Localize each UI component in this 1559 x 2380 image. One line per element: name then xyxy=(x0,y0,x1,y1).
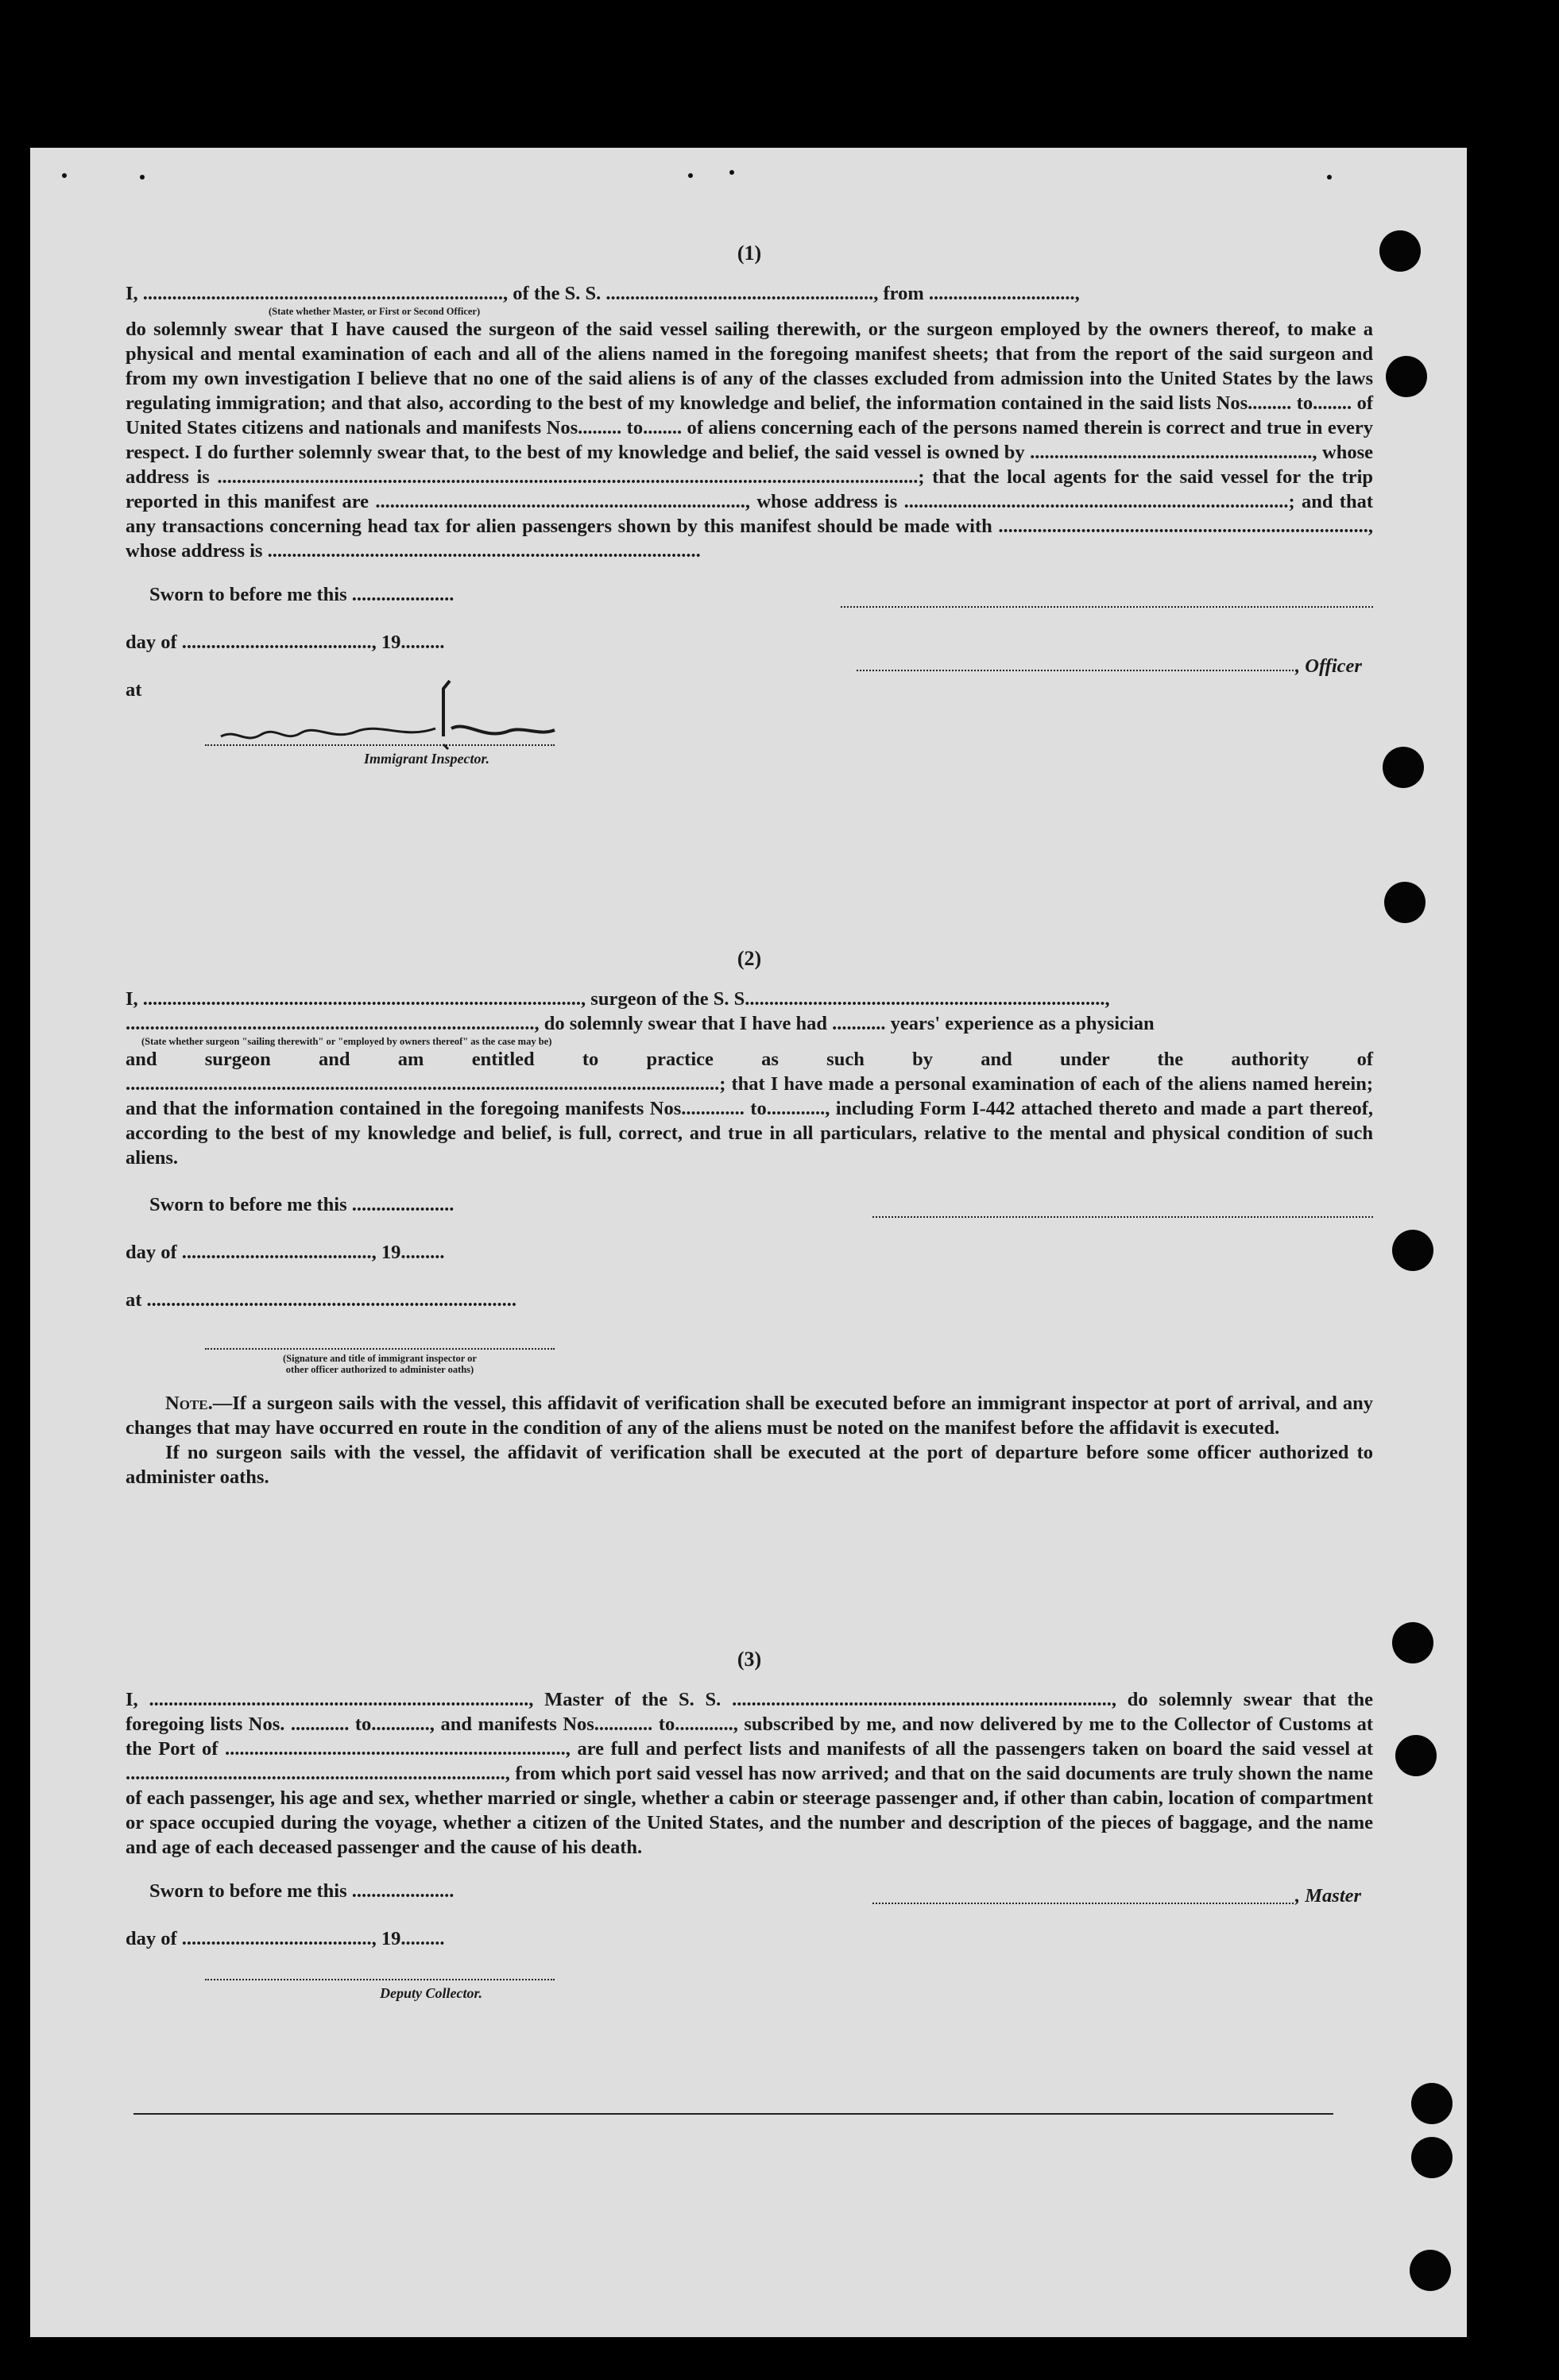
note-paragraph-2: If no surgeon sails with the vessel, the affidavit of verification shall be executed at the port of departure before some officer authorized to administer oaths. xyxy=(126,1442,1373,1488)
section-heading: (1) xyxy=(737,241,762,265)
surgeon-name-line: I, .........................................................................................., surgeon of the S. S.........................................................................., xyxy=(126,988,1110,1010)
officer-signature-line xyxy=(857,670,1294,671)
binder-hole xyxy=(1386,356,1427,397)
signature-caption: (Signature and title of immigrant inspector or other officer authorized to administer oaths) xyxy=(283,1353,477,1375)
binder-hole xyxy=(1395,1735,1437,1776)
form-page xyxy=(30,148,1467,2337)
master-signature-line xyxy=(872,1903,1294,1904)
signature-line xyxy=(872,1216,1373,1218)
binder-hole xyxy=(1379,230,1421,272)
inspector-caption: Immigrant Inspector. xyxy=(364,751,490,767)
signature-line xyxy=(841,606,1373,608)
day-line: day of ......................................., 19......... xyxy=(126,1242,445,1263)
section-2-surgeon-oath xyxy=(126,947,1373,1489)
section-heading: (2) xyxy=(737,947,762,970)
day-line: day of ......................................., 19......... xyxy=(126,632,445,653)
binder-hole xyxy=(1392,1230,1433,1271)
binder-hole xyxy=(1392,1622,1433,1663)
binder-hole xyxy=(1411,2137,1453,2178)
field-caption: (State whether Master, or First or Second Officer) xyxy=(269,306,481,317)
binder-hole xyxy=(1410,2250,1451,2291)
sworn-line: Sworn to before me this ..................... xyxy=(149,1880,455,1902)
oath-text: and surgeon and am entitled to practice as such by and under the authority of ..........................................................................................................................; that I have made a personal examination of each of the aliens named herein; and that the information contained in the foregoing manifests Nos............. to............, including Form I-442 attached thereto and made a part thereof, according to the best of my knowledge and belief, is full, correct, and true in all particulars, relative to the mental and physical condition of such aliens. xyxy=(126,1049,1373,1169)
jurat-block xyxy=(126,1184,1373,1391)
master-label: , Master xyxy=(1295,1885,1362,1907)
jurat-block xyxy=(126,1874,1373,2025)
master-name-line: I, .........................................................................., of the S. S. ......................................................., from .............................., xyxy=(126,283,1080,304)
section-1-master-oath xyxy=(126,241,1373,776)
section-3-master-manifest-oath xyxy=(126,1648,1373,2025)
inspector-signature xyxy=(205,673,618,760)
binder-hole xyxy=(1411,2083,1453,2124)
sworn-line: Sworn to before me this ..................... xyxy=(149,1194,455,1215)
jurat-block xyxy=(126,578,1373,776)
deputy-signature-line xyxy=(205,1979,555,1980)
sworn-line: Sworn to before me this ..................... xyxy=(149,584,455,605)
binder-hole xyxy=(1384,882,1426,923)
binder-hole xyxy=(1383,747,1424,788)
bottom-rule xyxy=(133,2113,1333,2115)
day-line: day of ......................................., 19......... xyxy=(126,1928,445,1949)
note-lead: Note. xyxy=(165,1393,213,1414)
inspector-signature-line xyxy=(205,744,555,746)
oath-text: do solemnly swear that I have caused the surgeon of the said vessel sailing therewith, or the surgeon employed by the owners thereof, to make a physical and mental examination of each and all of the aliens named in the foregoing manifest sheets; that from the report of the said surgeon and from my own investigation I believe that no one of the said aliens is of any of the classes excluded from admission into the United States by the laws regulating immigration; and that also, according to the best of my knowledge and belief, the information contained in the said lists Nos......... to........ of United States citizens and nationals and manifests Nos......... to........ of aliens concerning each of the persons named therein is correct and true in every respect. I do further solemnly swear that, to the best of my knowledge and belief, the said vessel is owned by .........................................................., whose address is ................................................................................................................................................; that the local agents for the said vessel for the trip reported in this manifest are ............................................................................, whose address is ...............................................................................; and that any transactions concerning head tax for alien passengers shown by this manifest should be made with ............................................................................, whose address is ......................................................................................... xyxy=(126,319,1373,562)
deputy-caption: Deputy Collector. xyxy=(380,1985,482,2001)
field-caption: (State whether surgeon "sailing therewith" or "employed by owners thereof" as the case may be) xyxy=(141,1036,552,1047)
note-paragraph xyxy=(126,1391,1373,1440)
officer-label: , Officer xyxy=(1295,655,1362,677)
surgeon-experience-line: ...................................................................................., do solemnly swear that I have had ........... years' experience as a physician xyxy=(126,1013,1155,1034)
at-line: at xyxy=(126,679,142,701)
section-heading: (3) xyxy=(737,1648,762,1671)
officer-signature-line xyxy=(205,1348,555,1350)
oath-text: I, .............................................................................., Master of the S. S. .............................................................................., do solemnly swear that the foregoing lists Nos. ............ to............, and manifests Nos............ to............, subscribed by me, and now delivered by me to the Collector of Customs at the Port of ......................................................................, are full and perfect lists and manifests of all the passengers taken on board the said vessel at .............................................................................., from which port said vessel has now arrived; and that on the said documents are truly shown the name of each passenger, his age and sex, whether married or single, whether a cabin or steerage passenger and, if other than cabin, location of compartment or space occupied during the voyage, whether a citizen of the United States, and the number and description of the pieces of baggage, and the name and age of each deceased passenger and the cause of his death. xyxy=(126,1689,1373,1858)
note-text: —If a surgeon sails with the vessel, this affidavit of verification shall be executed before an immigrant inspector at port of arrival, and any changes that may have occurred en route in the condition of any of the aliens must be noted on the manifest before the affidavit is executed. xyxy=(126,1393,1373,1439)
at-line: at ............................................................................ xyxy=(126,1289,517,1311)
